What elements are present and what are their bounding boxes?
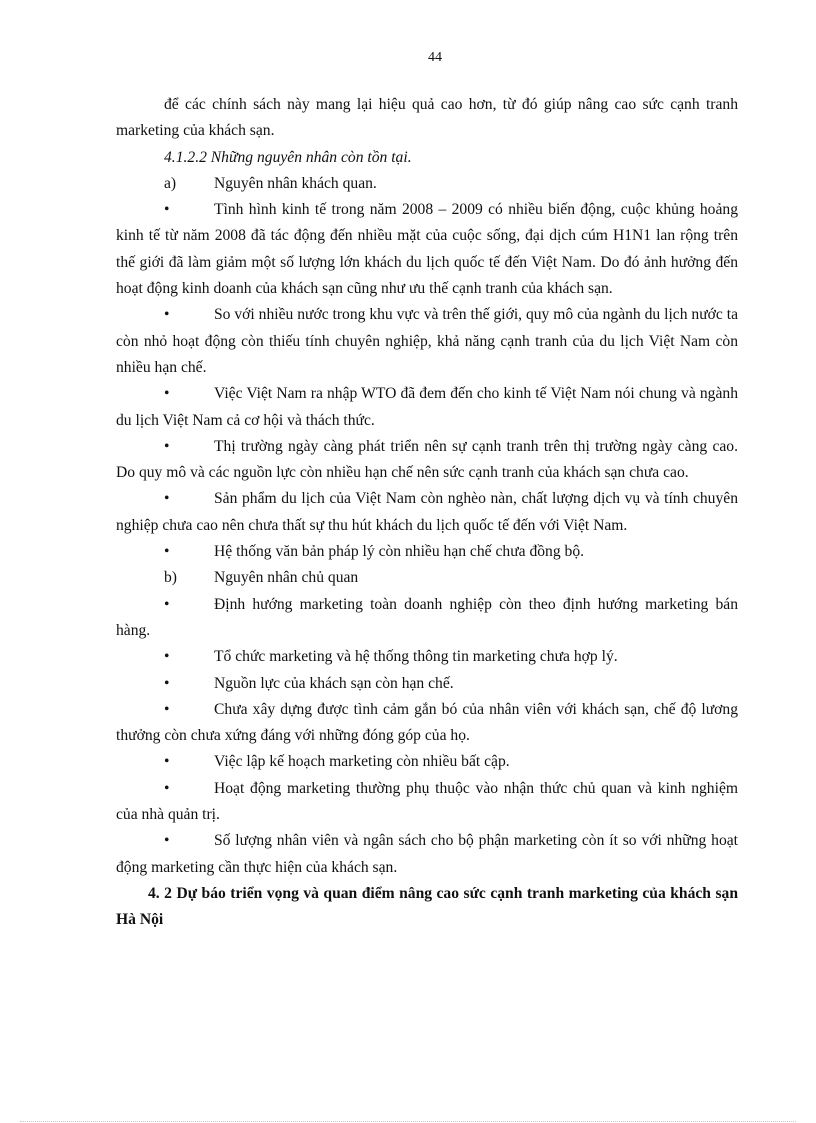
bullet-icon: •: [164, 437, 170, 455]
bullet-item: [116, 197, 738, 302]
bullet-item: [116, 592, 738, 645]
subjective-bullet-list: [116, 592, 738, 881]
bullet-text: Chưa xây dựng được tình cảm gắn bó của nhân viên với khách sạn, chế độ lương thưởng còn chưa xứng đáng với những đóng góp của họ.: [116, 700, 738, 745]
bullet-item: [116, 486, 738, 539]
next-section-heading: 4. 2 Dự báo triển vọng và quan điểm nâng cao sức cạnh tranh marketing của khách sạn Hà Nội: [116, 884, 738, 929]
bullet-icon: •: [164, 595, 170, 613]
bullet-item: [116, 539, 738, 565]
subjective-label: b): [164, 569, 177, 587]
bullet-text: Việc lập kế hoạch marketing còn nhiều bất cập.: [214, 753, 510, 771]
bullet-text: Định hướng marketing toàn doanh nghiệp còn theo định hướng marketing bán hàng.: [116, 595, 738, 639]
subjective-causes-heading: [116, 565, 738, 591]
bullet-text: Tình hình kinh tế trong năm 2008 – 2009 có nhiều biến động, cuộc khủng hoảng kinh tế từ năm 2008 đã tác động đến nhiều mặt của cuộc sống, đại dịch cúm H1N1 lan rộng trên thế giới đã làm giảm một số lượng lớn khách du lịch quốc tế đến Việt Nam. Do đó ảnh hưởng đến hoạt động kinh doanh của khách sạn cũng như ưu thế cạnh tranh của khách sạn.: [116, 201, 738, 298]
bullet-item: [116, 381, 738, 434]
bullet-icon: •: [164, 753, 170, 771]
page-number: 44: [428, 50, 442, 65]
bullet-text: Việc Việt Nam ra nhập WTO đã đem đến cho kinh tế Việt Nam nói chung và ngành du lịch Việt Nam cả cơ hội và thách thức.: [116, 385, 738, 429]
objective-bullet-list: [116, 197, 738, 565]
bullet-text: Hoạt động marketing thường phụ thuộc vào nhận thức chủ quan và kinh nghiệm của nhà quản trị.: [116, 779, 738, 824]
bullet-icon: •: [164, 832, 170, 850]
bullet-item: [116, 828, 738, 881]
bullet-item: [116, 776, 738, 829]
subjective-title: Nguyên nhân chủ quan: [214, 569, 359, 587]
page-bottom-divider: [20, 1121, 796, 1122]
bullet-text: Nguồn lực của khách sạn còn hạn chế.: [214, 674, 454, 692]
bullet-item: [116, 749, 738, 775]
bullet-item: [116, 671, 738, 697]
bullet-text: Tổ chức marketing và hệ thống thông tin marketing chưa hợp lý.: [214, 648, 618, 666]
bullet-icon: •: [164, 700, 170, 718]
bullet-icon: •: [164, 306, 170, 324]
bullet-text: Sản phẩm du lịch của Việt Nam còn nghèo nàn, chất lượng dịch vụ và tính chuyên nghiệp chưa cao nên chưa thất sự thu hút khách du lịch quốc tế đến với Việt Nam.: [116, 490, 738, 534]
bullet-item: [116, 644, 738, 670]
bullet-icon: •: [164, 674, 170, 692]
document-body: [116, 92, 738, 934]
bullet-text: Hệ thống văn bản pháp lý còn nhiều hạn chế chưa đồng bộ.: [214, 543, 585, 561]
bullet-icon: •: [164, 385, 170, 403]
section-heading: 4.1.2.2 Những nguyên nhân còn tồn tại.: [164, 148, 412, 166]
bullet-item: [116, 697, 738, 750]
bullet-text: Thị trường ngày càng phát triển nên sự cạnh tranh trên thị trường ngày càng cao. Do quy mô và các nguồn lực còn nhiều hạn chế nên sức cạnh tranh của khách sạn chưa cao.: [116, 437, 738, 482]
bullet-icon: •: [164, 779, 170, 797]
bullet-item: [116, 434, 738, 487]
bullet-icon: •: [164, 543, 170, 561]
objective-label: a): [164, 174, 177, 192]
objective-title: Nguyên nhân khách quan.: [214, 174, 377, 192]
objective-causes-heading: [116, 171, 738, 197]
bullet-icon: •: [164, 648, 170, 666]
bullet-icon: •: [164, 490, 170, 508]
intro-paragraph: để các chính sách này mang lại hiệu quả cao hơn, từ đó giúp nâng cao sức cạnh tranh marketing của khách sạn.: [116, 96, 738, 140]
bullet-item: [116, 302, 738, 381]
bullet-text: Số lượng nhân viên và ngân sách cho bộ phận marketing còn ít so với những hoạt động marketing cần thực hiện của khách sạn.: [116, 832, 738, 876]
bullet-text: So với nhiều nước trong khu vực và trên thế giới, quy mô của ngành du lịch nước ta còn nhỏ hoạt động còn thiếu tính chuyên nghiệp, khả năng cạnh tranh của du lịch Việt Nam còn nhiều hạn chế.: [116, 306, 738, 376]
bullet-icon: •: [164, 201, 170, 219]
